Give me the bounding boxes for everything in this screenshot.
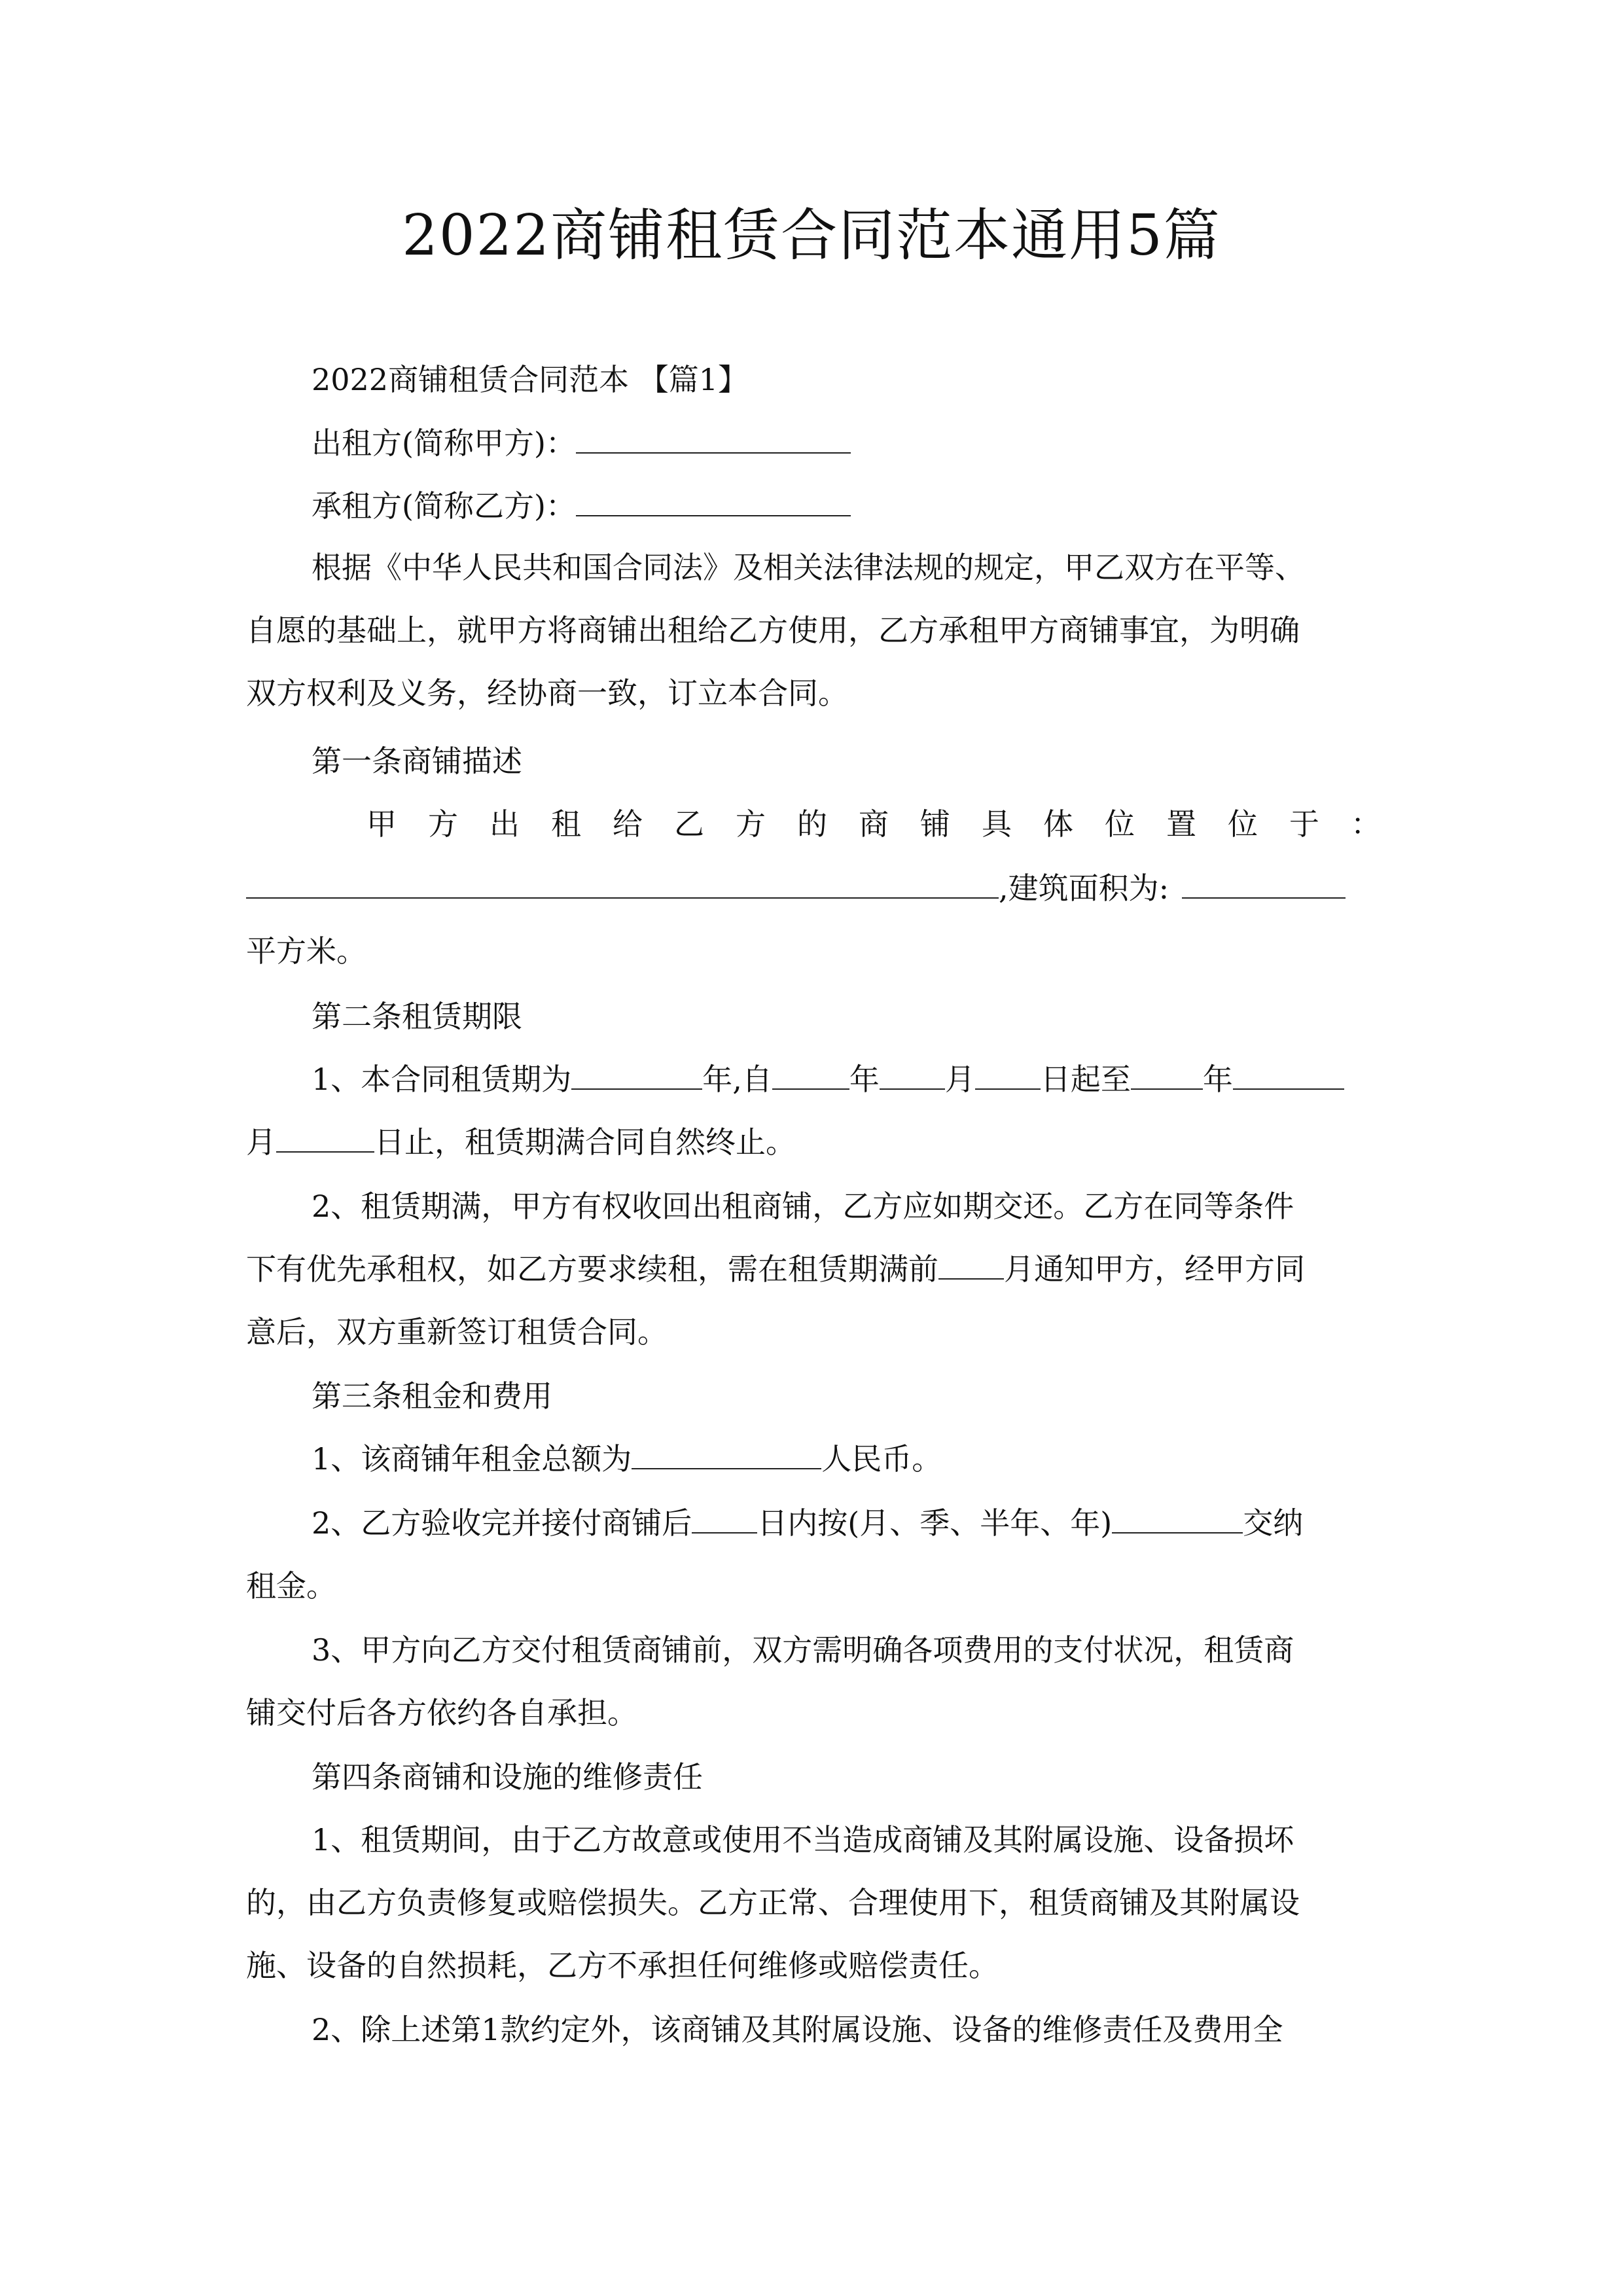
renew-text: 下有优先承租权，如乙方要求续租，需在租赁期满前	[246, 1251, 938, 1287]
contract-subtitle: 2022商铺租赁合同范本 【篇1】	[312, 362, 748, 397]
article-4-heading: 第四条商铺和设施的维修责任	[312, 1759, 703, 1795]
term-text: 年	[849, 1062, 880, 1097]
renew-line-1: 2、租赁期满，甲方有权收回出租商铺，乙方应如期交还。乙方在同等条件	[312, 1189, 1294, 1224]
payment-text: 2、乙方验收完并接付商铺后	[312, 1505, 692, 1541]
end-month-blank[interactable]	[1233, 1058, 1344, 1090]
rent-line	[312, 1436, 942, 1482]
rent-text: 人民币。	[821, 1441, 942, 1477]
payment-cont: 租金。	[246, 1568, 336, 1604]
area-label: ,建筑面积为:	[999, 870, 1169, 906]
term-text: 日起至	[1040, 1062, 1131, 1097]
fees-line-2: 铺交付后各方依约各自承担。	[246, 1695, 637, 1731]
document-title: 2022商铺租赁合同范本通用5篇	[402, 203, 1221, 268]
start-year-blank[interactable]	[772, 1058, 849, 1090]
payment-line	[312, 1500, 1303, 1546]
term-line-2	[246, 1119, 796, 1165]
renew-line-3: 意后，双方重新签订租赁合同。	[246, 1314, 668, 1350]
term-text: 年	[1202, 1062, 1233, 1097]
preamble-line-3: 双方权利及义务，经协商一致，订立本合同。	[246, 675, 848, 711]
payment-text: 交纳	[1243, 1505, 1304, 1541]
term-text: 月	[246, 1124, 276, 1160]
payment-days-blank[interactable]	[692, 1502, 757, 1534]
area-blank[interactable]	[1182, 867, 1346, 899]
renew-line-2	[246, 1246, 1305, 1292]
end-year-blank[interactable]	[1131, 1058, 1203, 1090]
term-text: 年,自	[702, 1062, 772, 1097]
payment-period-blank[interactable]	[1112, 1502, 1243, 1534]
fees-line-1: 3、甲方向乙方交付租赁商铺前，双方需明确各项费用的支付状况，租赁商	[312, 1632, 1294, 1668]
lessee-blank[interactable]	[576, 485, 851, 516]
lessor-line	[312, 420, 851, 466]
lessee-label: 承租方(简称乙方)：	[312, 488, 576, 524]
renew-text: 月通知甲方，经甲方同	[1004, 1251, 1305, 1287]
area-line	[246, 865, 1346, 911]
term-line-1	[312, 1056, 1344, 1102]
end-day-blank[interactable]	[276, 1121, 374, 1153]
rent-text: 1、该商铺年租金总额为	[312, 1441, 632, 1477]
preamble-line-1: 根据《中华人民共和国合同法》及相关法律法规的规定，甲乙双方在平等、	[312, 550, 1305, 585]
article-2-heading: 第二条租赁期限	[312, 999, 522, 1034]
term-years-blank[interactable]	[571, 1058, 702, 1090]
repair-line-1: 1、租赁期间，由于乙方故意或使用不当造成商铺及其附属设施、设备损坏	[312, 1822, 1294, 1857]
area-unit: 平方米。	[246, 933, 366, 969]
start-day-blank[interactable]	[975, 1058, 1041, 1090]
location-line: 甲方出租给乙方的商铺具体位置位于：	[366, 806, 1412, 842]
preamble-line-2: 自愿的基础上，就甲方将商铺出租给乙方使用，乙方承租甲方商铺事宜，为明确	[246, 613, 1300, 648]
lessor-label: 出租方(简称甲方)：	[312, 425, 576, 461]
term-text: 日止，租赁期满合同自然终止。	[374, 1124, 796, 1160]
start-month-blank[interactable]	[880, 1058, 945, 1090]
rent-amount-blank[interactable]	[632, 1438, 821, 1469]
repair-line-4: 2、除上述第1款约定外，该商铺及其附属设施、设备的维修责任及费用全	[312, 2012, 1283, 2047]
location-blank[interactable]	[246, 867, 999, 899]
article-1-heading: 第一条商铺描述	[312, 744, 522, 779]
payment-text: 日内按(月、季、半年、年)	[757, 1505, 1113, 1541]
article-3-heading: 第三条租金和费用	[312, 1378, 552, 1414]
repair-line-3: 施、设备的自然损耗，乙方不承担任何维修或赔偿责任。	[246, 1948, 999, 1983]
term-text: 1、本合同租赁期为	[312, 1062, 572, 1097]
repair-line-2: 的，由乙方负责修复或赔偿损失。乙方正常、合理使用下，租赁商铺及其附属设	[246, 1885, 1300, 1920]
term-text: 月	[944, 1062, 975, 1097]
lessor-blank[interactable]	[576, 422, 851, 454]
notice-months-blank[interactable]	[938, 1248, 1004, 1280]
lessee-line	[312, 483, 851, 529]
